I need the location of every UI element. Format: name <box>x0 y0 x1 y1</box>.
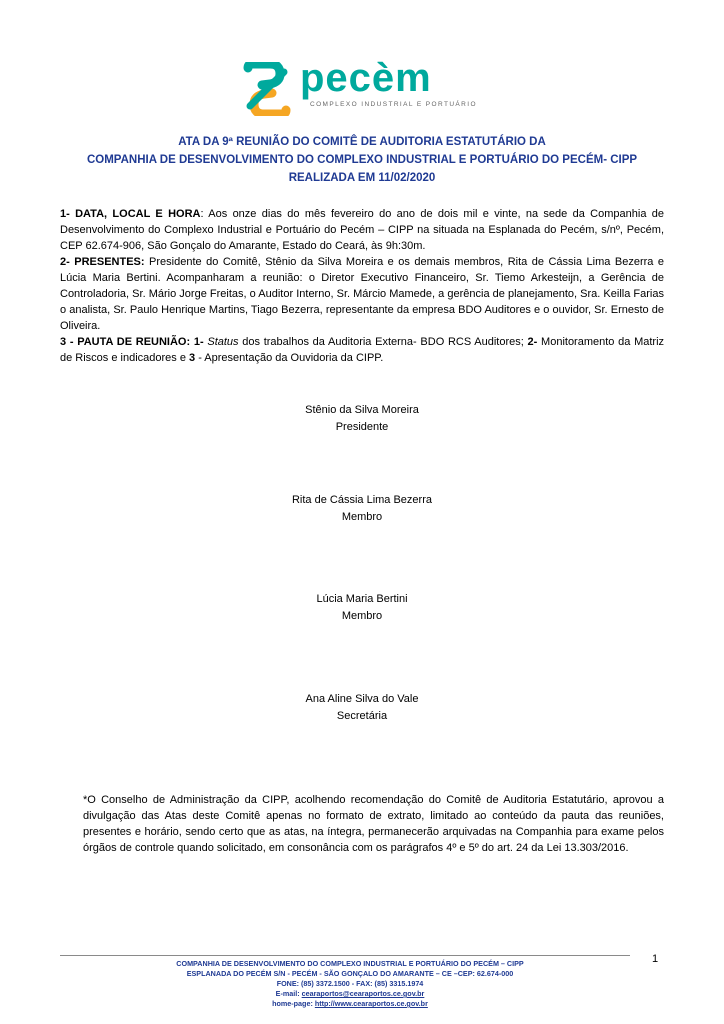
section-2-text: Presidente do Comitê, Stênio da Silva Moreira e os demais membros, Rita de Cássia Lima Bezerra e Lúcia Maria Bertini. Acompanharam a reunião: o Diretor Executivo Financeiro, Sr. Tiemo Arkesteijn, a Gerência de Controladoria, Sr. Mário Jorge Freitas, o Auditor Interno, Sr. Márcio Mamede, a gerência de planejamento, Sra. Keilla Farias o analista, Sr. Paulo Henrique Martins, Tiago Bezerra, representante da empresa BDO Auditores e o ouvidor, Sr. Ernesto de Oliveira. <box>60 256 664 332</box>
signature-role: Membro <box>341 610 383 622</box>
section-1-text: : Aos onze dias do mês fevereiro do ano de dois mil e vinte, na sede da Companhia de Desenvolvimento do Complexo Industrial e Portuário do Pecém – CIPP na situada na Esplanada do Pecém, s/nº, Pecém, CEP 62.674-906, São Gonçalo do Amarante, Estado do Ceará, às 9h:30m. <box>60 208 664 252</box>
footer-company: COMPANHIA DE DESENVOLVIMENTO DO COMPLEXO INDUSTRIAL E PORTUÁRIO DO PECÉM – CIPP <box>176 959 524 968</box>
pecem-logo-mark-icon <box>240 62 294 116</box>
signature-role: Presidente <box>335 421 389 433</box>
document-title <box>40 133 684 187</box>
signature-name: Rita de Cássia Lima Bezerra <box>291 494 432 506</box>
signature-block <box>0 402 724 436</box>
footer-address: ESPLANADA DO PECÉM S/N - PECÉM - SÃO GONÇALO DO AMARANTE – CE –CEP: 62.674-000 <box>186 969 514 978</box>
footer-homepage-line <box>60 999 640 1009</box>
section-2 <box>60 254 664 334</box>
section-1 <box>60 206 664 254</box>
section-2-label: 2- PRESENTES: <box>60 256 145 268</box>
section-3-text-b: Monitoramento da Matriz de Riscos e indicadores e <box>60 336 665 364</box>
signature-block <box>0 492 724 526</box>
title-line-3: REALIZADA EM 11/02/2020 <box>288 172 436 184</box>
publication-note: *O Conselho de Administração da CIPP, acolhendo recomendação do Comitê de Auditoria Estatutário, aprovou a divulgação das Atas deste Comitê apenas no formato de extrato, limitado ao conteúdo da pauta das reuniões, presentes e horário, sendo certo que as atas, na íntegra, permanecerão arquivadas na Companhia para exame pelos órgãos de controle quando solicitado, em consonância com os parágrafos 4º e 5º do art. 24 da Lei 13.303/2016. <box>83 794 664 854</box>
logo-tagline: COMPLEXO INDUSTRIAL E PORTUÁRIO <box>310 101 477 108</box>
footer-email-link[interactable]: cearaportos@cearaportos.ce.gov.br <box>301 989 425 998</box>
footer <box>60 959 640 1009</box>
signature-block <box>0 691 724 725</box>
footer-homepage-link[interactable]: http://www.cearaportos.ce.gov.br <box>314 999 428 1008</box>
signature-role: Membro <box>341 511 383 523</box>
signature-name: Ana Aline Silva do Vale <box>305 693 419 705</box>
page-number: 1 <box>652 953 659 965</box>
title-line-2: COMPANHIA DE DESENVOLVIMENTO DO COMPLEXO INDUSTRIAL E PORTUÁRIO DO PECÉM- CIPP <box>86 154 638 166</box>
footer-homepage-label: home-page: <box>272 999 315 1008</box>
section-3-text-c: - Apresentação da Ouvidoria da CIPP. <box>195 352 384 364</box>
section-3 <box>60 334 664 366</box>
section-3-status: Status <box>207 336 239 348</box>
section-3-num3: 3 <box>189 352 196 364</box>
footer-email-line <box>60 989 640 999</box>
section-3-text-a: dos trabalhos da Auditoria Externa- BDO RCS Auditores; <box>238 336 528 348</box>
title-line-1: ATA DA 9ª REUNIÃO DO COMITÊ DE AUDITORIA ESTATUTÁRIO DA <box>178 136 546 148</box>
section-3-label: 3 - PAUTA DE REUNIÃO: 1- <box>60 336 204 348</box>
section-1-label: 1- DATA, LOCAL E HORA <box>60 208 201 220</box>
footer-phone: FONE: (85) 3372.1500 - FAX: (85) 3315.1974 <box>276 979 424 988</box>
footer-email-label: E-mail: <box>275 989 302 998</box>
signature-role: Secretária <box>336 710 388 722</box>
signature-name: Lúcia Maria Bertini <box>316 593 408 605</box>
section-3-num2: 2- <box>527 336 538 348</box>
pecem-logo <box>240 56 477 116</box>
signature-name: Stênio da Silva Moreira <box>305 404 419 416</box>
logo-wordmark: pecèm <box>300 56 432 100</box>
signature-block <box>0 591 724 625</box>
footer-divider <box>60 955 630 956</box>
minutes-body <box>60 206 664 366</box>
